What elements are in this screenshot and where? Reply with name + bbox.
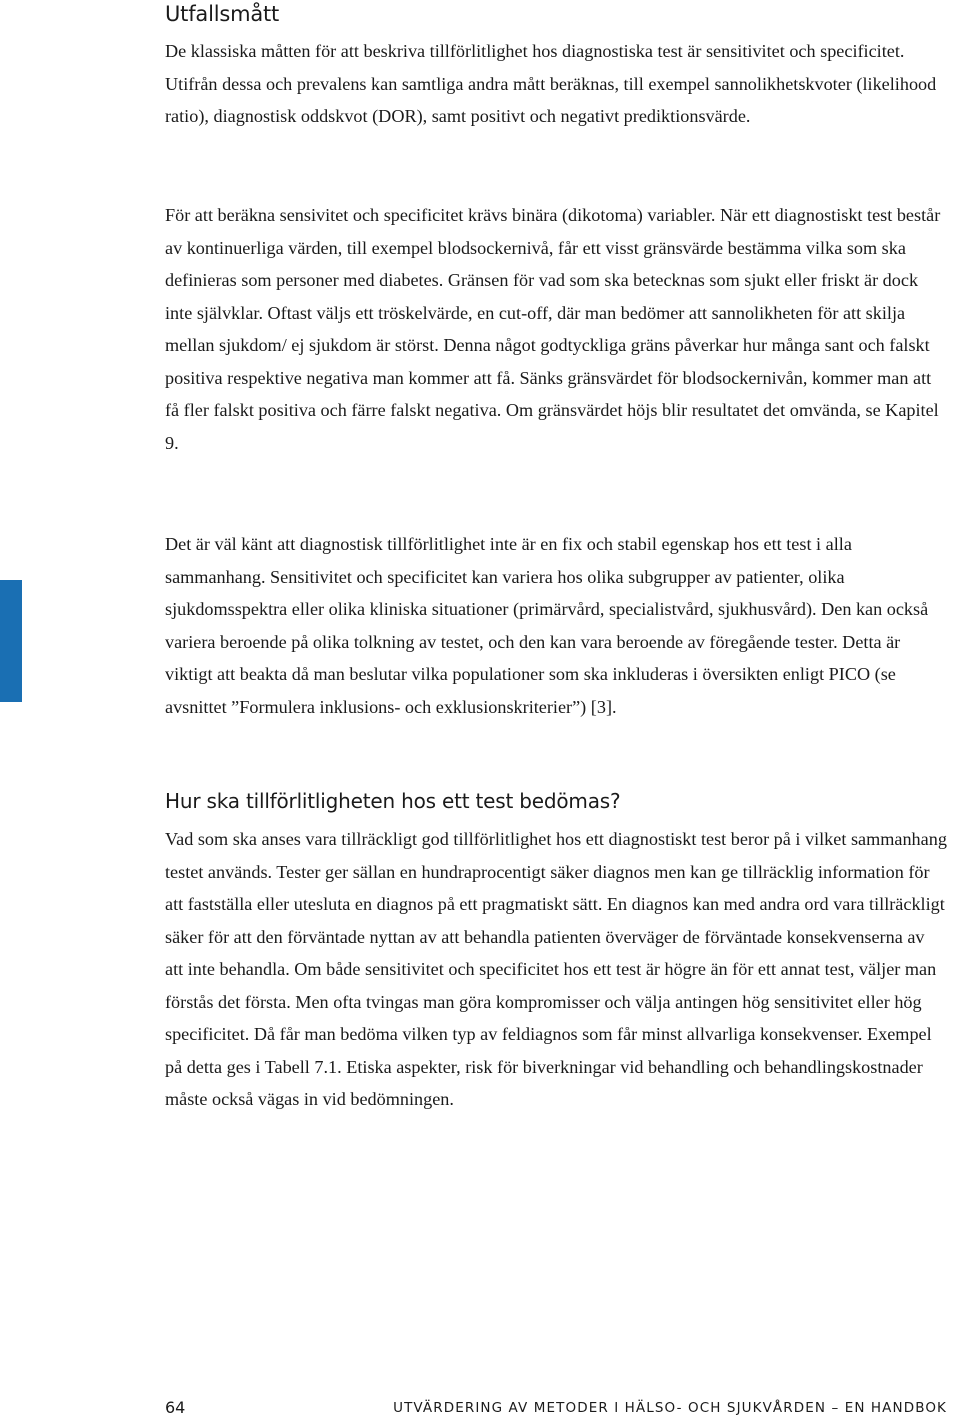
paragraph-utfallsmatt: De klassiska måtten för att beskriva tillförlitlighet hos diagnostiska test är sensitivitet och specificitet. Utifrån dessa och prevalens kan samtliga andra mått beräknas, till exempel sannolikhetskvoter (likelihood ratio), diagnostisk oddskvot (DOR), samt positivt och negativt prediktionsvärde. xyxy=(165,41,937,126)
page-number: 64 xyxy=(165,1398,186,1417)
running-title: UTVÄRDERING AV METODER I HÄLSO- OCH SJUKVÅRDEN – EN HANDBOK xyxy=(393,1400,947,1416)
paragraph-diagnostisk-tillforlitlighet: Det är väl känt att diagnostisk tillförlitlighet inte är en fix och stabil egenskap hos ett test i alla sammanhang. Sensitivitet och specificitet kan variera hos olika subgrupper av patienter, olika sjukdomsspektra eller olika kliniska situationer (primärvård, specialistvård, sjukhusvård). Den kan också variera beroende på olika tolkning av testet, och den kan vara beroende av föregående tester. Detta är viktigt att beakta då man beslutar vilka populationer som ska inkluderas i översikten enligt PICO (se avsnittet ”Formulera inklusions- och exklusionskriterier”) [3]. xyxy=(165,534,929,717)
paragraph-bedomning: Vad som ska anses vara tillräckligt god tillförlitlighet hos ett diagnostiskt test beror på i vilket sammanhang testet används. Tester ger sällan en hundraprocentigt säker diagnos men kan ge tillräcklig information för att fastställa eller utesluta en diagnos på ett pragmatiskt sätt. En diagnos kan med andra ord vara tillräckligt säker för att den förväntade nyttan av att behandla patienten överväger de förväntade konsekvenserna av att inte behandla. Om både sensitivitet och specificitet hos ett test är högre än för ett annat test, väljer man förstås det första. Men ofta tvingas man göra kompromisser och välja antingen hög sensitivitet eller hög specificitet. Då får man bedöma vilken typ av feldiagnos som får minst allvarliga konsekvenser. Exempel på detta ges i Tabell 7.1. Etiska aspekter, risk för biverkningar vid behandling och behandlingskostnader måste också vägas in vid bedömningen. xyxy=(165,829,947,1109)
chapter-side-tab xyxy=(0,580,22,702)
page-footer xyxy=(165,1398,947,1422)
section-heading-utfallsmatt: Utfallsmått xyxy=(165,2,280,26)
paragraph-binara-variabler: För att beräkna sensivitet och specificitet krävs binära (dikotoma) variabler. När ett diagnostiskt test består av kontinuerliga värden, till exempel blodsockernivå, får ett visst gränsvärde bestämma vilka som ska definieras som personer med diabetes. Gränsen för vad som ska betecknas som sjukt eller friskt är dock inte självklar. Oftast väljs ett tröskelvärde, en cut-off, där man bedömer att sannolikheten för att skilja mellan sjukdom/ ej sjukdom är störst. Denna något godtyckliga gräns påverkar hur många sant och falskt positiva respektive negativa man kommer att få. Sänks gränsvärdet för blodsockernivån, kommer man att få fler falskt positiva och färre falskt negativa. Om gränsvärdet höjs blir resultatet det omvända, se Kapitel 9. xyxy=(165,205,941,453)
section-heading-bedomning: Hur ska tillförlitligheten hos ett test bedömas? xyxy=(165,789,621,813)
